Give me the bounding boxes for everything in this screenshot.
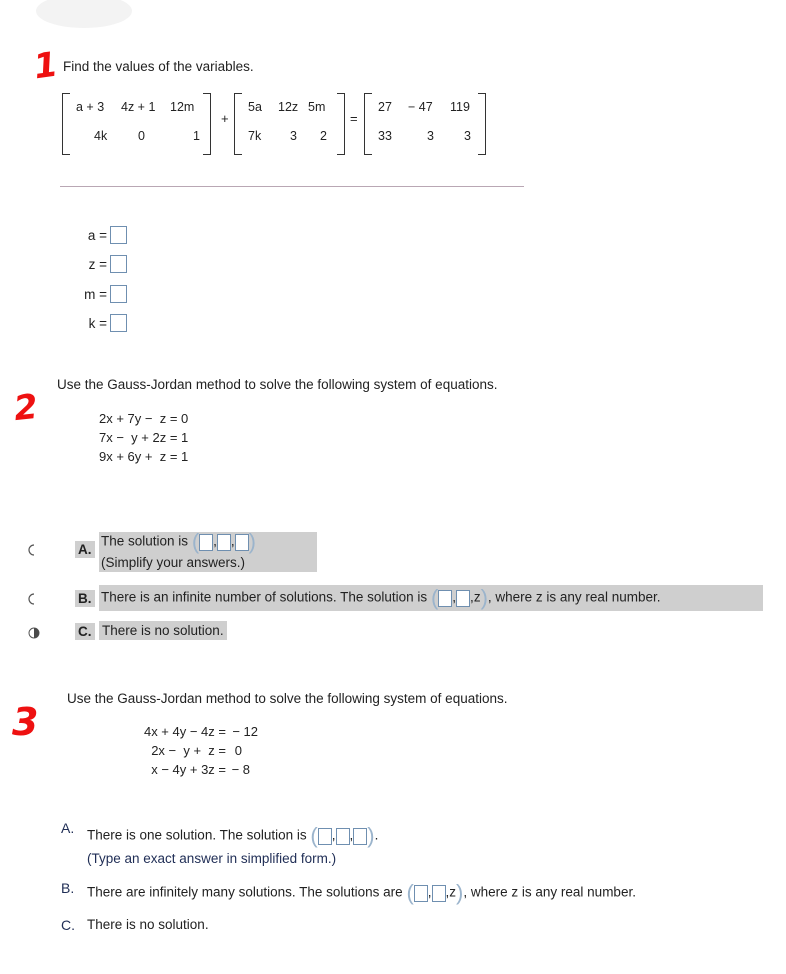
q3-handwritten-number: 3 [12, 700, 39, 744]
open-paren-icon: ( [191, 529, 200, 554]
matrix-c-cell: 3 [464, 129, 471, 143]
q2-a-y-input[interactable] [217, 534, 231, 551]
q1-handwritten-number: 1 [31, 44, 61, 88]
open-paren-icon: ( [430, 585, 439, 610]
q3-option-b-letter[interactable]: B. [61, 880, 75, 896]
q3-option-a-letter[interactable]: A. [61, 820, 75, 836]
q2-option-c-letter: C. [75, 623, 95, 640]
q2-option-a-letter: A. [75, 541, 95, 558]
q3-a-x-input[interactable] [318, 828, 332, 845]
q3-option-b-label: There are infinitely many solutions. The solutions are [87, 884, 403, 900]
matrix-a-cell: 12m [170, 100, 195, 114]
q3-equation-rhs: 0 [234, 743, 242, 758]
open-paren-icon: ( [310, 823, 318, 848]
q3-a-z-input[interactable] [353, 828, 367, 845]
matrix-c-cell: 119 [450, 100, 470, 114]
matrix-a-cell: 4k [94, 129, 108, 143]
q3-option-a-text: There is one solution. The solution is ( , , ). [87, 823, 379, 848]
q2-option-c-text[interactable]: There is no solution. [99, 621, 227, 640]
q2-option-b-text: There is an infinite number of solutions. The solution is ( , ,z), where z is any real number. [101, 585, 661, 610]
q2-option-a-hint: (Simplify your answers.) [101, 555, 246, 570]
q2-b-y-input[interactable] [456, 590, 470, 607]
matrix-c-cell: − 47 [408, 100, 433, 114]
close-paren-icon: ) [480, 585, 488, 610]
q3-prompt: Use the Gauss-Jordan method to solve the following system of equations. [67, 691, 508, 706]
q2-option-a-radio[interactable] [28, 544, 40, 556]
q3-option-b-text: There are infinitely many solutions. The solutions are ( , ,z), where z is any real number. [87, 880, 636, 905]
matrix-c-cell: 3 [427, 129, 434, 143]
q2-equation: 9x + 6y + z = 1 [99, 449, 189, 464]
q2-option-b-suffix: , where z is any real number. [487, 589, 661, 605]
answer-label-z: z = [88, 257, 107, 272]
q2-option-b-letter: B. [75, 590, 95, 607]
q3-option-a-suffix: . [374, 827, 379, 843]
matrix-b-cell: 12z [278, 100, 299, 114]
answer-label-a: a = [87, 228, 107, 243]
divider [60, 186, 524, 187]
q2-option-a-text: The solution is ( , , ) [101, 529, 256, 554]
q2-option-c-radio[interactable] [28, 627, 40, 639]
q1-prompt: Find the values of the variables. [63, 59, 254, 74]
matrix-c-cell: 33 [378, 129, 392, 143]
q1-matrix-a [62, 93, 211, 155]
matrix-a-cell: a + 3 [76, 100, 105, 114]
q3-a-y-input[interactable] [336, 828, 350, 845]
q1-matrix-b [234, 93, 345, 155]
q2-equation: 2x + 7y − z = 0 [99, 411, 189, 426]
matrix-b-cell: 2 [320, 129, 327, 143]
matrix-a-cell: 1 [193, 129, 200, 143]
q3-option-c-text[interactable]: There is no solution. [87, 917, 209, 932]
q2-a-x-input[interactable] [199, 534, 213, 551]
close-paren-icon: ) [248, 529, 256, 554]
matrix-c-cell: 27 [378, 100, 392, 114]
q2-equation: 7x − y + 2z = 1 [99, 430, 189, 445]
q2-option-a-label: The solution is [101, 533, 189, 549]
close-paren-icon: ) [367, 823, 375, 848]
q2-option-b-radio[interactable] [28, 593, 40, 605]
matrix-a-cell: 0 [138, 129, 145, 143]
q2-prompt: Use the Gauss-Jordan method to solve the following system of equations. [57, 377, 498, 392]
q3-equation-rhs: − 12 [232, 724, 258, 739]
top-smudge [36, 0, 132, 28]
answer-input-a[interactable] [110, 226, 127, 244]
q3-b-z: z [449, 884, 457, 900]
q3-b-x-input[interactable] [414, 885, 428, 902]
q3-option-a-label: There is one solution. The solution is [87, 827, 307, 843]
close-paren-icon: ) [456, 880, 464, 905]
q3-equation-lhs: 2x − y + z = [151, 743, 226, 758]
q2-b-x-input[interactable] [438, 590, 452, 607]
q3-option-b-suffix: , where z is any real number. [463, 884, 636, 900]
matrix-b-cell: 3 [290, 129, 297, 143]
q3-equation-lhs: 4x + 4y − 4z = [143, 724, 226, 739]
q3-option-c-letter[interactable]: C. [61, 917, 75, 933]
q3-equation-rhs: − 8 [231, 762, 250, 777]
q2-a-z-input[interactable] [235, 534, 249, 551]
matrix-b-cell: 7k [248, 129, 262, 143]
q2-handwritten-number: 2 [11, 386, 40, 430]
q3-option-a-hint: (Type an exact answer in simplified form.) [87, 851, 337, 866]
answer-input-k[interactable] [110, 314, 127, 332]
matrix-b-cell: 5a [248, 100, 262, 114]
plus-sign: + [221, 111, 229, 126]
matrix-a-cell: 4z + 1 [121, 100, 156, 114]
answer-label-m: m = [84, 287, 107, 302]
q1-matrix-c [364, 93, 486, 155]
q2-option-b-label: There is an infinite number of solutions. The solution is [101, 589, 428, 605]
q3-b-y-input[interactable] [432, 885, 446, 902]
answer-input-z[interactable] [110, 255, 127, 273]
open-paren-icon: ( [406, 880, 414, 905]
q2-b-z: z [473, 589, 481, 605]
matrix-b-cell: 5m [308, 100, 326, 114]
q3-equation-lhs: x − 4y + 3z = [151, 762, 226, 777]
answer-label-k: k = [88, 316, 107, 331]
answer-input-m[interactable] [110, 285, 127, 303]
equals-sign: = [350, 111, 358, 126]
